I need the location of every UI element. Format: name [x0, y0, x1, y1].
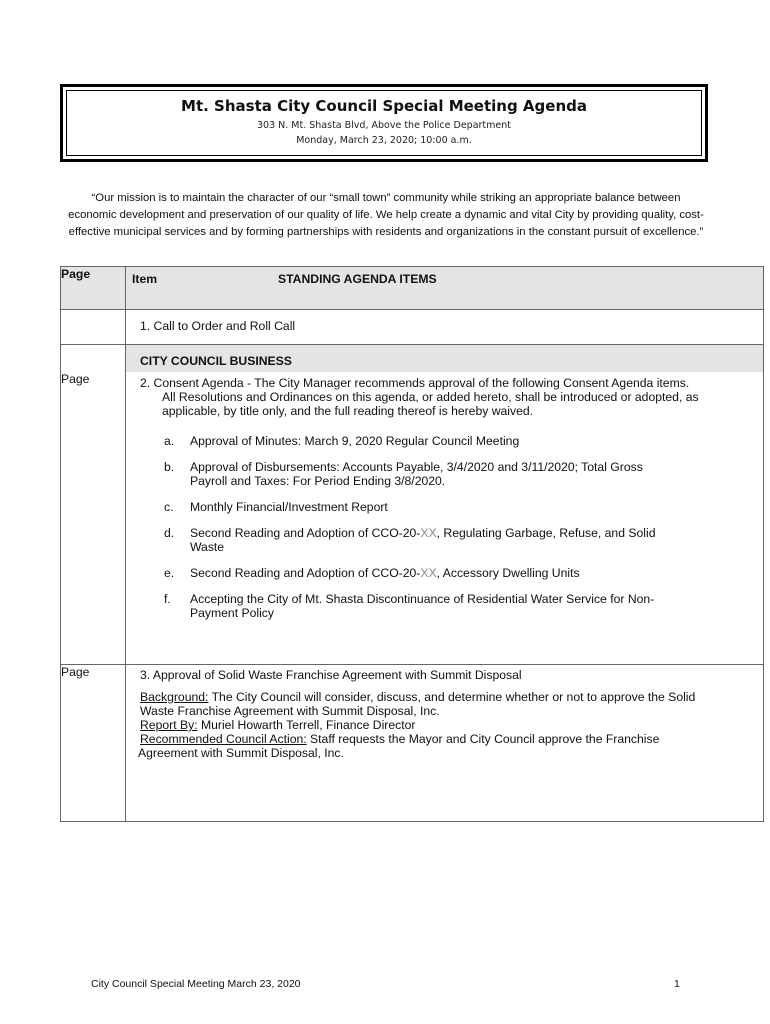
- consent-item-letter: a.: [164, 434, 175, 448]
- consent-item-text: [190, 592, 680, 620]
- consent-item-text: [190, 500, 680, 514]
- recommended-action-text: Staff requests the Mayor and City Council approve the Franchise Agreement with Summit Disposal, Inc.: [138, 732, 660, 760]
- call-to-order-cell: [126, 310, 764, 345]
- solid-waste-item-title: 3. Approval of Solid Waste Franchise Agreement with Summit Disposal: [140, 668, 522, 682]
- consent-item-text-main: Second Reading and Adoption of CCO-20-: [190, 566, 421, 580]
- column-header-standing: STANDING AGENDA ITEMS: [278, 272, 437, 286]
- consent-item-text-main: Approval of Minutes: March 9, 2020 Regular Council Meeting: [190, 434, 520, 448]
- agenda-table: [60, 266, 764, 822]
- solid-waste-report-by: [126, 718, 763, 732]
- consent-item-text: [190, 526, 680, 554]
- consent-item-text: [190, 434, 680, 448]
- consent-page-ref: Page: [61, 372, 126, 665]
- agenda-row-call-to-order: [61, 310, 764, 345]
- agenda-header-inner: [66, 90, 702, 156]
- solid-waste-recommended-action: [126, 732, 698, 760]
- call-to-order-item: 1. Call to Order and Roll Call: [140, 319, 296, 333]
- report-by-label: Report By:: [140, 718, 198, 732]
- consent-item-text-rest: , Accessory Dwelling Units: [436, 566, 580, 580]
- report-by-text: Muriel Howarth Terrell, Finance Director: [197, 718, 416, 732]
- footer-meeting-label: City Council Special Meeting March 23, 2020: [91, 978, 301, 990]
- agenda-row-consent: [61, 372, 764, 665]
- consent-item: [164, 500, 763, 514]
- agenda-table-header: [61, 267, 764, 310]
- agenda-title: Mt. Shasta City Council Special Meeting Agenda: [181, 97, 587, 115]
- recommended-action-label: Recommended Council Action:: [140, 732, 307, 746]
- consent-item-text-main: Approval of Disbursements: Accounts Payable, 3/4/2020 and 3/11/2020; Total Gross Payroll and Taxes: For Period Ending 3/8/2020.: [190, 460, 643, 488]
- solid-waste-background: [126, 690, 720, 718]
- column-header-page: Page: [61, 267, 126, 310]
- consent-item-text-main: Monthly Financial/Investment Report: [190, 500, 388, 514]
- meeting-address: 303 N. Mt. Shasta Blvd, Above the Police Department: [257, 120, 511, 131]
- consent-item-list: [126, 434, 763, 620]
- consent-item-text: [190, 566, 680, 580]
- agenda-header-box: [60, 84, 708, 162]
- meeting-datetime: Monday, March 23, 2020; 10:00 a.m.: [296, 135, 472, 146]
- mission-statement: “Our mission is to maintain the character of our “small town” community while striking an appropriate balance between economic development and preservation of our quality of life. We help create a dynamic and vital City by providing quality, cost-effective municipal services and by forming partnerships with residents and organizations in the constant pursuit of excellence.”: [68, 192, 704, 238]
- consent-item: [164, 592, 763, 620]
- solid-waste-cell: [126, 665, 764, 822]
- consent-item-letter: b.: [164, 460, 175, 474]
- ordinance-number-placeholder: XX: [420, 566, 437, 580]
- consent-item: [164, 434, 763, 448]
- consent-item-letter: f.: [164, 592, 171, 606]
- consent-agenda-note: All Resolutions and Ordinances on this agenda, or added hereto, shall be introduced or adopted, as applicable, by title only, and the full reading thereof is hereby waived.: [162, 390, 699, 418]
- consent-item-letter: c.: [164, 500, 174, 514]
- consent-item-letter: e.: [164, 566, 175, 580]
- page-cell-empty: [61, 345, 126, 373]
- ordinance-number-placeholder: XX: [420, 526, 437, 540]
- page-cell-empty: [61, 310, 126, 345]
- background-label: Background:: [140, 690, 209, 704]
- business-header-row: [61, 345, 764, 373]
- consent-item-text-main: Accepting the City of Mt. Shasta Discontinuance of Residential Water Service for Non-Payment Policy: [190, 592, 655, 620]
- consent-item-text-main: Second Reading and Adoption of CCO-20-: [190, 526, 421, 540]
- solid-waste-page-ref: Page: [61, 665, 126, 822]
- consent-agenda-cell: [126, 372, 764, 665]
- consent-item: [164, 566, 763, 580]
- consent-item-text: [190, 460, 680, 488]
- background-text: The City Council will consider, discuss, and determine whether or not to approve the Solid Waste Franchise Agreement with Summit Disposal, Inc.: [140, 690, 696, 718]
- column-header-item-label: Item: [132, 272, 158, 286]
- consent-agenda-intro: 2. Consent Agenda - The City Manager recommends approval of the following Consent Agenda items.: [140, 376, 690, 390]
- agenda-row-solid-waste: [61, 665, 764, 822]
- consent-item-text-rest: , Regulating Garbage, Refuse, and Solid Waste: [190, 526, 656, 554]
- consent-item-letter: d.: [164, 526, 175, 540]
- column-header-item: [126, 267, 764, 310]
- consent-item: [164, 460, 763, 488]
- consent-item: [164, 526, 763, 554]
- footer-page-number: 1: [674, 978, 680, 990]
- city-council-business-heading: CITY COUNCIL BUSINESS: [126, 345, 764, 373]
